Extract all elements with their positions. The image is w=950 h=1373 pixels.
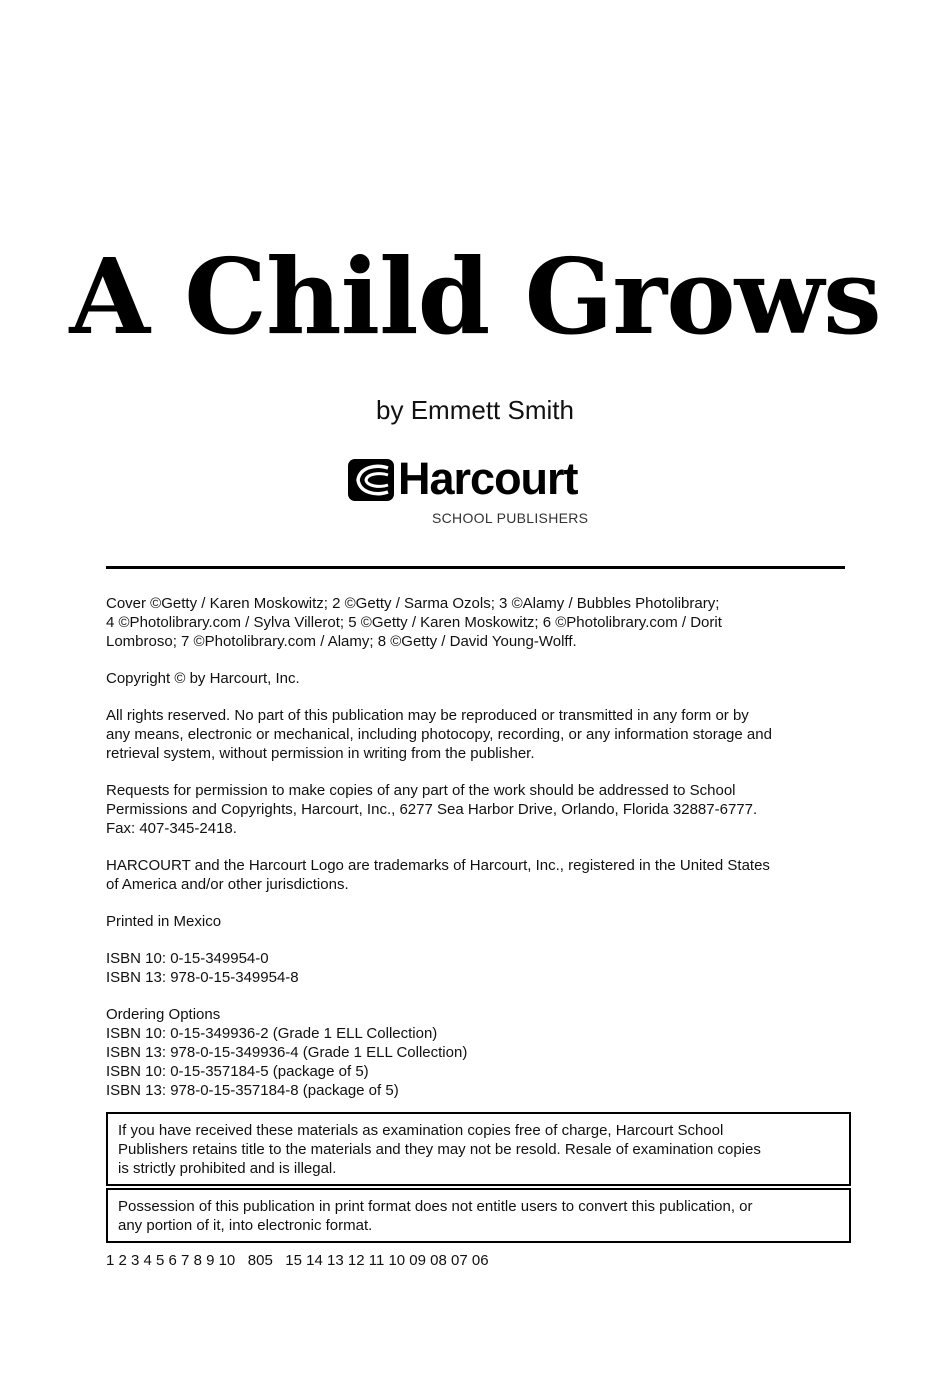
print-line: 1 2 3 4 5 6 7 8 9 10 805 15 14 13 12 11 10 09 08 07 06	[106, 1252, 489, 1269]
rights-notice	[106, 706, 851, 763]
notice-line: Publishers retains title to the materials and they may not be resold. Resale of examination copies	[118, 1141, 761, 1158]
rights-line: All rights reserved. No part of this publication may be reproduced or transmitted in any form or by	[106, 707, 749, 724]
publisher-division: SCHOOL PUBLISHERS	[432, 510, 589, 526]
electronic-format-notice	[106, 1188, 851, 1243]
copyright-notice	[106, 669, 851, 688]
rights-line: any means, electronic or mechanical, including photocopy, recording, or any information storage and	[106, 726, 772, 743]
permissions-line: Requests for permission to make copies of any part of the work should be addressed to School	[106, 782, 736, 799]
ordering-line: ISBN 10: 0-15-357184-5 (package of 5)	[106, 1063, 369, 1080]
isbn-list	[106, 949, 851, 987]
harcourt-swoosh-logo-icon	[348, 459, 394, 501]
legal-text	[106, 594, 851, 1118]
ordering-options	[106, 1005, 851, 1100]
examination-copy-notice	[106, 1112, 851, 1186]
rights-line: retrieval system, without permission in writing from the publisher.	[106, 745, 535, 762]
notice-line: If you have received these materials as examination copies free of charge, Harcourt School	[118, 1122, 724, 1139]
notice-line: any portion of it, into electronic format.	[118, 1217, 373, 1234]
trademark-line: of America and/or other jurisdictions.	[106, 876, 349, 893]
notice-line: Possession of this publication in print format does not entitle users to convert this publication, or	[118, 1198, 753, 1215]
publisher-name: Harcourt	[398, 453, 578, 504]
permissions-line: Permissions and Copyrights, Harcourt, Inc., 6277 Sea Harbor Drive, Orlando, Florida 32887-6777.	[106, 801, 758, 818]
printed-in	[106, 912, 851, 931]
ordering-line: ISBN 13: 978-0-15-357184-8 (package of 5)	[106, 1082, 399, 1099]
credits-line: Cover ©Getty / Karen Moskowitz; 2 ©Getty / Sarma Ozols; 3 ©Alamy / Bubbles Photolibrary;	[106, 595, 720, 612]
isbn-line: ISBN 10: 0-15-349954-0	[106, 950, 269, 967]
copyright-line: Copyright © by Harcourt, Inc.	[106, 670, 300, 687]
divider	[106, 566, 845, 569]
photo-credits	[106, 594, 851, 651]
isbn-line: ISBN 13: 978-0-15-349954-8	[106, 969, 299, 986]
ordering-line: ISBN 10: 0-15-349936-2 (Grade 1 ELL Collection)	[106, 1025, 438, 1042]
trademark-line: HARCOURT and the Harcourt Logo are trademarks of Harcourt, Inc., registered in the United States	[106, 857, 770, 874]
credits-line: 4 ©Photolibrary.com / Sylva Villerot; 5 ©Getty / Karen Moskowitz; 6 ©Photolibrary.com / Dorit	[106, 614, 722, 631]
permissions-notice	[106, 781, 851, 838]
book-title: A Child Grows	[69, 235, 881, 358]
permissions-line: Fax: 407-345-2418.	[106, 820, 237, 837]
publisher-logo	[348, 453, 598, 527]
credits-line: Lombroso; 7 ©Photolibrary.com / Alamy; 8 ©Getty / David Young-Wolff.	[106, 633, 577, 650]
ordering-line: ISBN 13: 978-0-15-349936-4 (Grade 1 ELL Collection)	[106, 1044, 468, 1061]
printed-line: Printed in Mexico	[106, 913, 222, 930]
ordering-heading: Ordering Options	[106, 1006, 221, 1023]
author-byline: by Emmett Smith	[376, 395, 574, 425]
trademark-notice	[106, 856, 851, 894]
notice-line: is strictly prohibited and is illegal.	[118, 1160, 337, 1177]
